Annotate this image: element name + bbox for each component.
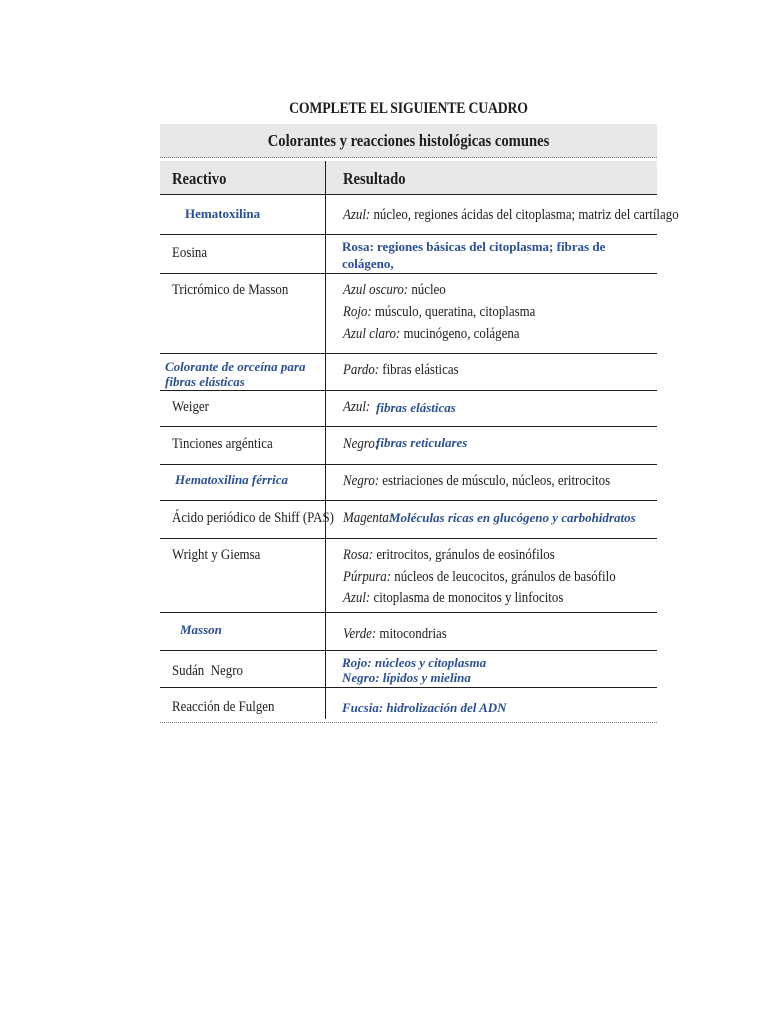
header-row-bg bbox=[160, 161, 657, 194]
resultado-cell bbox=[343, 567, 616, 588]
resultado-cell bbox=[343, 324, 520, 345]
resultado-text: músculo, queratina, citoplasma bbox=[371, 304, 536, 320]
resultado-text: mucinógeno, colágena bbox=[400, 326, 520, 342]
resultado-text: núcleos de leucocitos, gránulos de basófilo bbox=[391, 569, 616, 585]
resultado-cell bbox=[343, 360, 459, 381]
resultado-cell bbox=[343, 280, 446, 301]
resultado-cell bbox=[343, 205, 679, 226]
row-rule bbox=[160, 273, 657, 274]
reactivo-cell: Ácido periódico de Shiff (PAS) bbox=[172, 510, 334, 526]
row-rule bbox=[160, 194, 657, 195]
reactivo-cell: Eosina bbox=[172, 245, 208, 261]
reactivo-cell: Tricrómico de Masson bbox=[172, 282, 289, 298]
color-label: Azul: bbox=[343, 207, 371, 223]
color-label: Negro: bbox=[343, 436, 380, 452]
resultado-cell bbox=[343, 624, 447, 645]
color-label: Púrpura: bbox=[343, 569, 392, 585]
reactivo-cell: Reacción de Fulgen bbox=[172, 699, 275, 715]
resultado-written: Moléculas ricas en glucógeno y carbohidratos bbox=[389, 510, 636, 525]
reactivo-written: Masson bbox=[180, 622, 222, 637]
row-rule bbox=[160, 650, 657, 651]
resultado-text: mitocondrias bbox=[376, 626, 447, 642]
reactivo-written: Hematoxilina férrica bbox=[175, 472, 289, 487]
resultado-text: fibras elásticas bbox=[379, 362, 459, 378]
color-label: Magenta: bbox=[343, 510, 394, 526]
resultado-text: citoplasma de monocitos y linfocitos bbox=[370, 590, 564, 606]
color-label: Azul oscuro: bbox=[343, 282, 409, 298]
table-caption: Colorantes y reacciones histológicas comunes bbox=[267, 131, 550, 150]
resultado-cell bbox=[343, 545, 555, 566]
resultado-written: fibras reticulares bbox=[376, 435, 468, 450]
bottom-dotted-rule bbox=[160, 722, 657, 723]
resultado-cell bbox=[343, 397, 370, 418]
row-rule bbox=[160, 464, 657, 465]
resultado-cell bbox=[343, 471, 610, 492]
resultado-cell bbox=[343, 302, 535, 323]
row-rule bbox=[160, 353, 657, 354]
resultado-cell bbox=[343, 508, 393, 529]
reactivo-cell: Sudán Negro bbox=[172, 663, 243, 679]
resultado-text: eritrocitos, gránulos de eosinófilos bbox=[373, 547, 555, 563]
row-rule bbox=[160, 500, 657, 501]
resultado-text: núcleo, regiones ácidas del citoplasma; matriz del cartílago bbox=[370, 207, 679, 223]
header-resultado: Resultado bbox=[343, 169, 406, 188]
row-rule bbox=[160, 234, 657, 235]
row-rule bbox=[160, 426, 657, 427]
reactivo-cell: Wright y Giemsa bbox=[172, 547, 261, 563]
row-rule bbox=[160, 612, 657, 613]
resultado-written: Fucsia: hidrolización del ADN bbox=[342, 700, 507, 715]
color-label: Azul claro: bbox=[343, 326, 401, 342]
resultado-written: Rosa: regiones básicas del citoplasma; fibras de bbox=[342, 239, 606, 254]
color-label: Azul: bbox=[343, 590, 371, 606]
reactivo-cell: Weiger bbox=[172, 399, 209, 415]
resultado-written: fibras elásticas bbox=[376, 400, 456, 415]
table-caption-bar bbox=[160, 124, 657, 158]
resultado-written: Rojo: núcleos y citoplasma bbox=[342, 655, 487, 670]
header-reactivo: Reactivo bbox=[172, 169, 227, 188]
reactivo-written: Colorante de orceína para bbox=[165, 359, 306, 374]
color-label: Rojo: bbox=[343, 304, 372, 320]
column-divider bbox=[325, 161, 326, 719]
color-label: Negro: bbox=[343, 473, 380, 489]
resultado-cell bbox=[343, 588, 563, 609]
color-label: Verde: bbox=[343, 626, 377, 642]
color-label: Pardo: bbox=[343, 362, 380, 378]
reactivo-written: fibras elásticas bbox=[165, 374, 245, 389]
resultado-text: núcleo bbox=[408, 282, 446, 298]
resultado-text: estriaciones de músculo, núcleos, eritrocitos bbox=[379, 473, 611, 489]
reactivo-cell: Tinciones argéntica bbox=[172, 436, 273, 452]
reactivo-written: Hematoxilina bbox=[185, 206, 261, 221]
row-rule bbox=[160, 687, 657, 688]
row-rule bbox=[160, 538, 657, 539]
color-label: Rosa: bbox=[343, 547, 374, 563]
resultado-cell bbox=[343, 434, 379, 455]
color-label: Azul: bbox=[343, 399, 371, 415]
row-rule bbox=[160, 390, 657, 391]
page-title: COMPLETE EL SIGUIENTE CUADRO bbox=[289, 100, 528, 117]
resultado-written: Negro: lípidos y mielina bbox=[342, 670, 471, 685]
resultado-written: colágeno, bbox=[342, 256, 394, 271]
